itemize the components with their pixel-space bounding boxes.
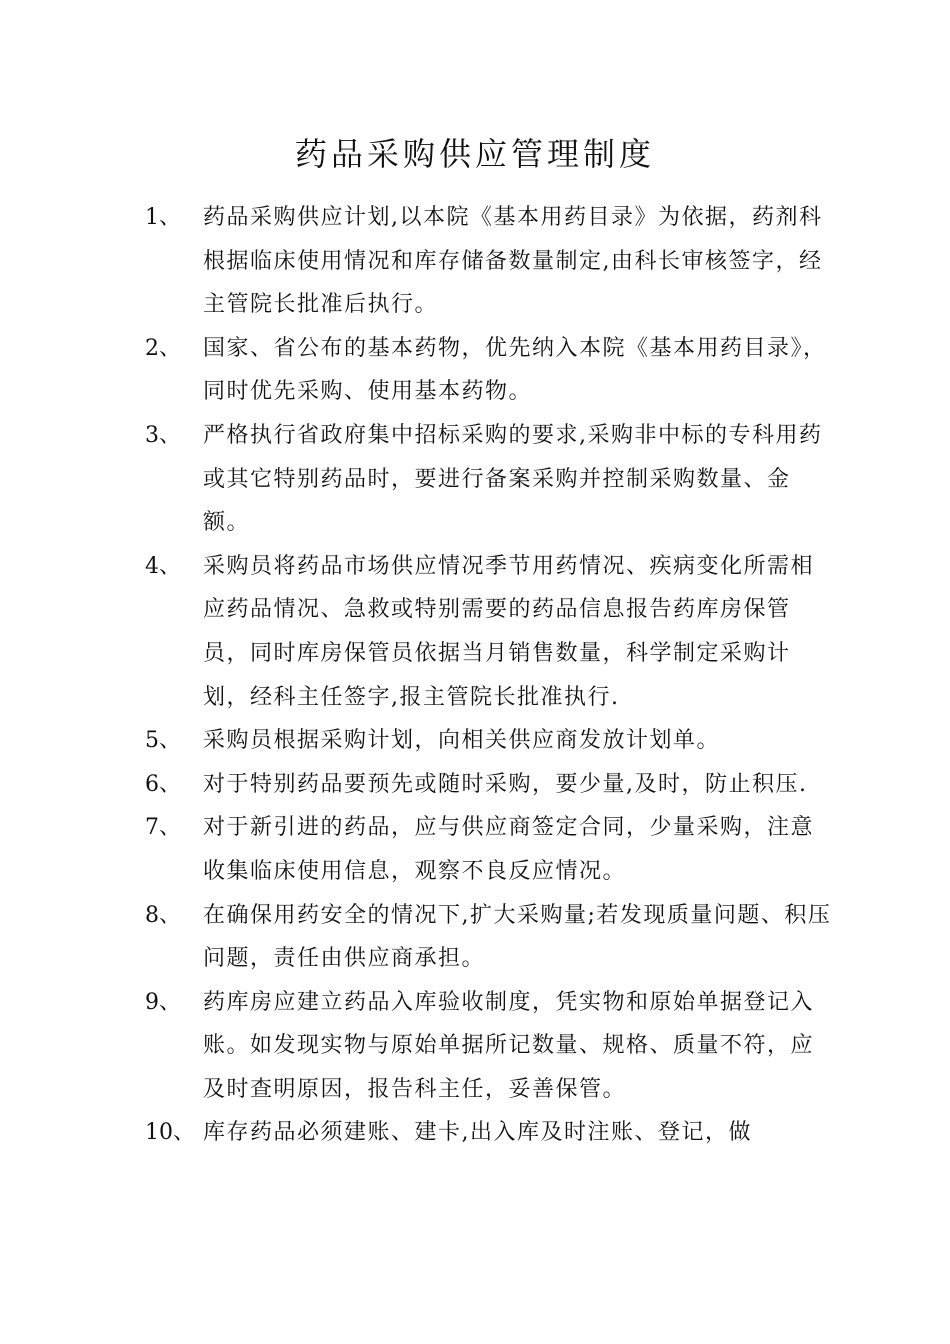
rule-item-3 bbox=[145, 414, 835, 545]
rule-text: 库存药品必须建账、建卡,出入库及时注账、登记，做 bbox=[203, 1120, 752, 1146]
rule-text: 严格执行省政府集中招标采购的要求,采购非中标的专科用药或其它特别药品时，要进行备案采购并控制采购数量、金额。 bbox=[203, 422, 823, 536]
rule-item-1 bbox=[145, 196, 835, 327]
rule-item-6 bbox=[145, 763, 835, 807]
rule-number: 6、 bbox=[145, 771, 181, 797]
rule-number: 3、 bbox=[145, 422, 181, 448]
rule-item-2 bbox=[145, 327, 835, 414]
rule-number: 7、 bbox=[145, 815, 181, 841]
rule-text: 药库房应建立药品入库验收制度，凭实物和原始单据登记入账。如发现实物与原始单据所记数量、规格、质量不符，应及时查明原因，报告科主任，妥善保管。 bbox=[203, 989, 815, 1102]
rule-item-8 bbox=[145, 894, 835, 981]
rule-number: 2、 bbox=[145, 335, 181, 361]
rule-text: 国家、省公布的基本药物，优先纳入本院《基本用药目录》，同时优先采购、使用基本药物。 bbox=[203, 335, 827, 405]
rule-number: 8、 bbox=[145, 902, 181, 928]
rule-item-10 bbox=[145, 1111, 835, 1155]
rule-item-5 bbox=[145, 719, 835, 763]
rule-item-9 bbox=[145, 981, 835, 1112]
rule-text: 采购员将药品市场供应情况季节用药情况、疾病变化所需相应药品情况、急救或特别需要的药品信息报告药库房保管员，同时库房保管员依据当月销售数量，科学制定采购计划，经科主任签字,报主管院长批准执行. bbox=[203, 553, 815, 710]
rule-text: 对于特别药品要预先或随时采购，要少量,及时，防止积压. bbox=[203, 771, 808, 797]
rule-text: 药品采购供应计划,以本院《基本用药目录》为依据，药剂科根据临床使用情况和库存储备数量制定,由科长审核签字，经主管院长批准后执行。 bbox=[203, 205, 823, 318]
rule-number: 5、 bbox=[145, 728, 181, 754]
rule-number: 10、 bbox=[145, 1120, 195, 1146]
rule-number: 9、 bbox=[145, 989, 181, 1015]
document-title: 药品采购供应管理制度 bbox=[294, 135, 655, 173]
rule-text: 采购员根据采购计划，向相关供应商发放计划单。 bbox=[203, 728, 721, 754]
rule-item-7 bbox=[145, 806, 835, 893]
rules-list bbox=[145, 196, 835, 1155]
rule-item-4 bbox=[145, 545, 835, 719]
rule-text: 在确保用药安全的情况下,扩大采购量;若发现质量问题、积压问题，责任由供应商承担。 bbox=[203, 902, 832, 972]
rule-text: 对于新引进的药品，应与供应商签定合同，少量采购，注意收集临床使用信息，观察不良反应情况。 bbox=[203, 815, 815, 884]
rule-number: 4、 bbox=[145, 553, 181, 579]
rule-number: 1、 bbox=[145, 205, 181, 230]
